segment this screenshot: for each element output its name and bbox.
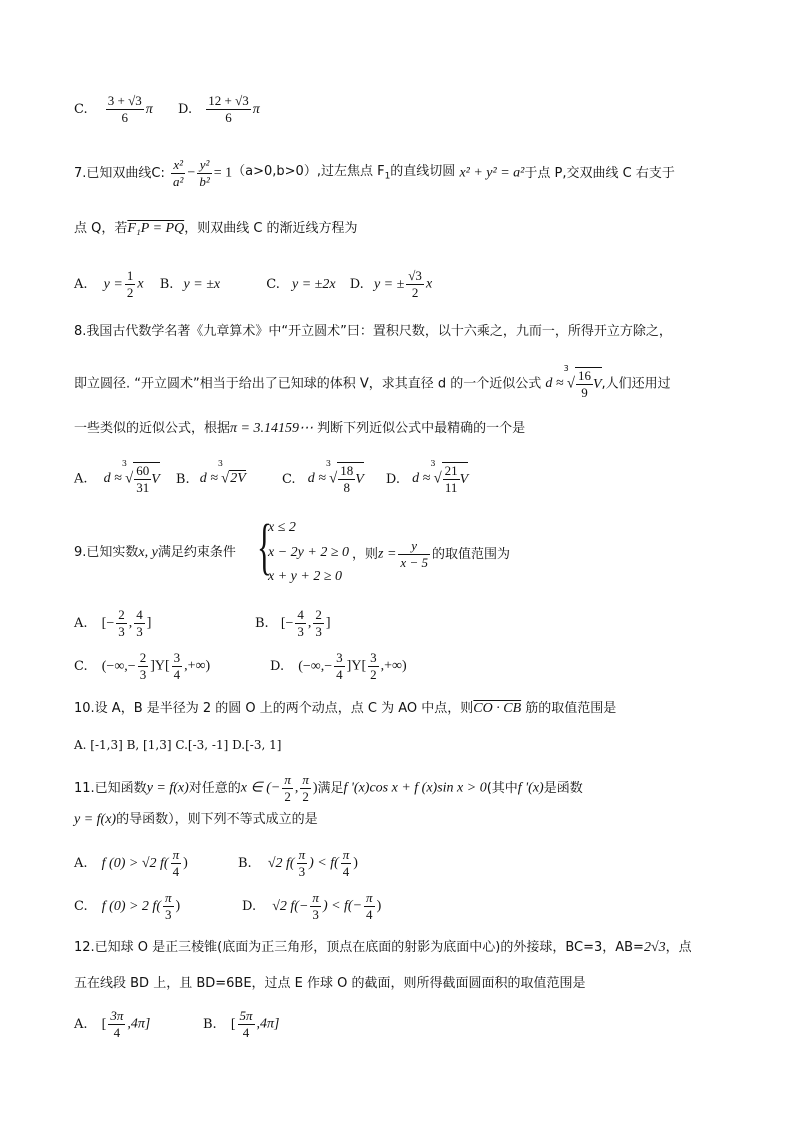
q12-option-b: B. [ $\frac{5\pi}{4}$ ,4π] <box>203 1008 280 1040</box>
q9-option-a: A. [− $\frac{2}{3}$ , $\frac{4}{3}$ ] <box>74 607 152 639</box>
q11-option-b: B. √2 f( $\frac{\pi}{3}$ ) < f( $\frac{\pi}{4}$ ) <box>238 847 358 879</box>
q7-stem-line2: 点 Q，若F₁P = PQ，则双曲线 C 的渐近线方程为 <box>74 221 358 236</box>
q9-option-c: C. (−∞,− $\frac{2}{3}$ ]Y[ $\frac{3}{4}$ ,+∞) <box>74 650 211 682</box>
q7-options: A. y = $\frac{1}{2}$ x B. y = ±x C. y = ±2x D. y = ± $\frac{√3}{2}$ x <box>74 268 433 300</box>
q9-option-b: B. [− $\frac{4}{3}$ , $\frac{2}{3}$ ] <box>255 607 331 639</box>
q10-stem: 10.设 A，B 是半径为 2 的圆 O 上的两个动点，点 C 为 AO 中点，则CO · CB 筋的取值范围是 <box>74 701 617 716</box>
q11-option-a: A. f (0) > √2 f( $\frac{\pi}{4}$ ) <box>74 847 188 879</box>
q12-option-a: A. [ $\frac{3\pi}{4}$ ,4π] <box>74 1008 151 1040</box>
q8-stem-line3: 一些类似的近似公式，根据π = 3.14159⋯ 判断下列近似公式中最精确的一个是 <box>74 421 526 436</box>
q9-option-d: D. (−∞,− $\frac{3}{4}$ ]Y[ $\frac{3}{2}$ ,+∞) <box>270 650 407 682</box>
q7-stem-line1: 7.已知双曲线C: $\frac{\text{x²}}{\text{a²}}$ − $\frac{\text{y²}}{\text{b²}}$ = 1（a>0,b>0）,过左焦点 $F_1$的直线切圆 x² + y² = a²于点 P,交双曲线 C 右支于 <box>74 157 675 189</box>
q12-stem-line1: 12.已知球 O 是正三棱锥(底面为正三角形，顶点在底面的射影为底面中心)的外接球，BC=3，AB=2√3，点 <box>74 940 692 955</box>
q11-option-d: D. √2 f(− $\frac{\pi}{3}$ ) < f(− $\frac{\pi}{4}$ ) <box>242 890 382 922</box>
q9-constraint-3: x + y + 2 ≥ 0 <box>268 569 343 584</box>
q9-constraint-2: x − 2y + 2 ≥ 0 <box>268 545 350 560</box>
q12-stem-line2: 五在线段 BD 上，且 BD=6BE，过点 E 作球 O 的截面，则所得截面圆面积的取值范围是 <box>74 976 586 991</box>
q8-stem-line2: 即立圆径. “开立圆术”相当于给出了已知球的体积 V，求其直径 d 的一个近似公式 d ≈$^3$√ $\frac{16}{9}$ V,人们还用过 <box>74 364 671 400</box>
q9-brace: { <box>257 513 272 581</box>
q9-objective: ，则z = $\frac{y}{x - 5}$ 的取值范围为 <box>352 538 510 570</box>
q6-option-d: D. $\frac{12 + √3}{6}$ π <box>178 93 260 125</box>
q6-option-c: C. $\frac{3 + √3}{6}$ π <box>74 93 153 125</box>
q8-stem-line1: 8.我国古代数学名著《九章算术》中“开立圆术”曰：置积尺数，以十六乘之，九而一，所得开立方除之， <box>74 324 672 339</box>
q11-stem-line2: y = f(x)的导函数），则下列不等式成立的是 <box>74 812 318 827</box>
q11-stem-line1: 11.已知函数y = f(x)对任意的x ∈ (− $\frac{\pi}{2}$ , $\frac{\pi}{2}$ )满足f '(x)cos x + f (x)sin x > 0(其中f '(x)是函数 <box>74 772 583 804</box>
q9-stem: 9.已知实数x, y满足约束条件 <box>74 545 236 560</box>
q10-options: A. [-1,3] B, [1,3] C.[-3, -1] D.[-3, 1] <box>74 738 282 752</box>
q11-option-c: C. f (0) > 2 f( $\frac{\pi}{3}$ ) <box>74 890 181 922</box>
q8-options: A. d ≈$^3$√ $\frac{60}{31}$ V B. d ≈$^3$√2V C. d ≈$^3$√ $\frac{18}{8}$ V D. d ≈$^3$√ $\frac{21}{11}$ V <box>74 459 469 495</box>
q9-constraint-1: x ≤ 2 <box>268 520 296 535</box>
